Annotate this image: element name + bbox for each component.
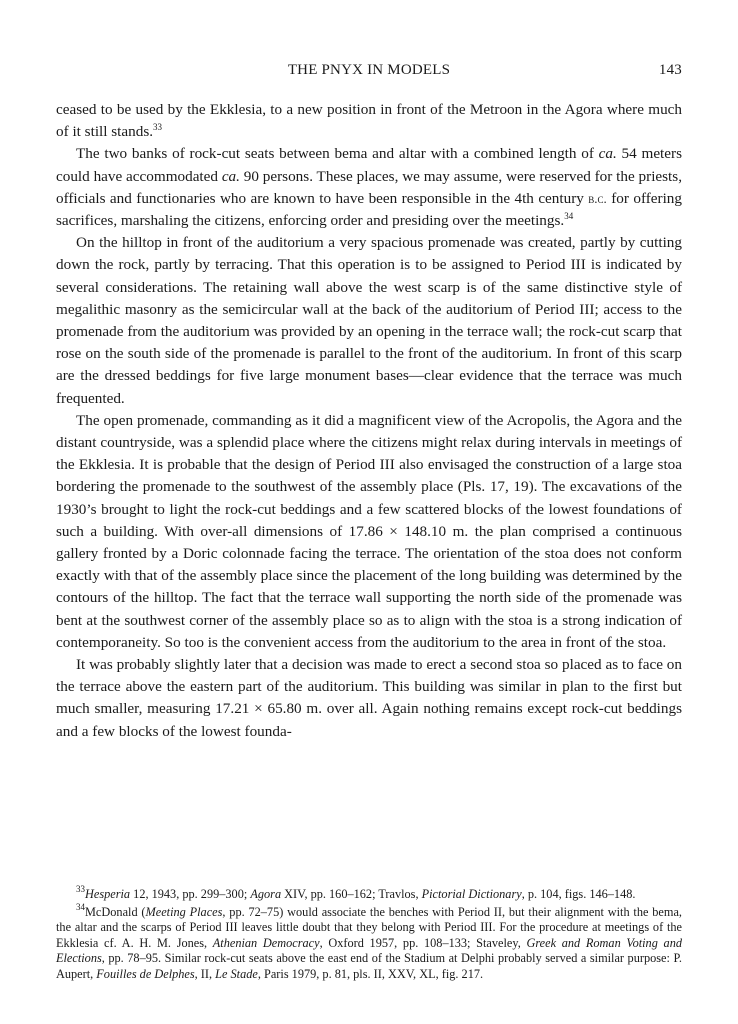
italic-text: Meeting Places (145, 904, 223, 919)
footnote-ref: 33 (153, 122, 163, 133)
running-header (56, 62, 682, 82)
italic-text: Le Stade (215, 966, 258, 981)
running-title: THE PNYX IN MODELS (287, 62, 451, 78)
footnote-ref: 34 (564, 211, 574, 222)
text-run: The open promenade, commanding as it did a magnificent view of the Acropolis, the Agora and the distant countryside, was a splendid place where the citizens might relax during intervals in meetings of the Ekklesia. It is probable that the design of Period III also envisaged the construction of a large stoa bordering the promenade to the southwest of the assembly place (Pls. 17, 19). The excavations of the 1930’s brought to light the rock-cut beddings and a few scattered blocks of the lowest foundations of such a building. With over-all dimensions of 17.86 × 148.10 m. the plan comprised a continuous gallery fronted by a Doric colonnade facing the terrace. The orientation of the stoa does not conform exactly with that of the assembly place since the placement of the long building was determined by the contours of the hilltop. The fact that the terrace wall supporting the north side of the promenade was bent at the southwest corner of the assembly place so as to align with the stoa is a strong indication of contemporaneity. So too is the convenient access from the auditorium to the area in front of the stoa. (56, 411, 682, 651)
footnotes (56, 884, 682, 985)
text-run: , pp. 72–75) would associate the benches with Period II, but their alignment with the bema, the altar and the scarps of Period III leaves little doubt that they belong with Period III. For the procedure at meetings of the Ekklesia cf. A. H. M. Jones, (56, 904, 682, 950)
italic-text: Fouilles de Delphes (96, 966, 195, 981)
paragraph (56, 99, 682, 143)
paragraph (56, 654, 682, 743)
footnote (56, 901, 682, 983)
text-run: The two banks of rock-cut seats between bema and altar with a combined length of (76, 145, 599, 163)
paragraph (56, 143, 682, 232)
footnote (56, 884, 682, 903)
footnote-ref: 34 (76, 901, 85, 912)
italic-text: Athenian Democracy (212, 935, 320, 950)
text-run: , p. 104, figs. 146–148. (521, 887, 636, 901)
text-run: 12, 1943, pp. 299–300; (130, 887, 251, 901)
text-run: ceased to be used by the Ekklesia, to a new position in front of the Metroon in the Agora where much of it still stands. (56, 101, 682, 141)
text-run: On the hilltop in front of the auditorium a very spacious promenade was created, partly by cutting down the rock, partly by terracing. That this operation is to be assigned to Period III is indicated by several considerations. The retaining wall above the west scarp is of the same distinctive style of megalithic masonry as the semicircular wall at the back of the auditorium of Period III; access to the promenade from the auditorium was provided by an opening in the terrace wall; the rock-cut scarp that rose on the south side of the promenade is parallel to the front of the auditorium. In front of this scarp are the dressed beddings for five large monument bases—clear evidence that the terrace was much frequented. (56, 234, 682, 407)
text-run: McDonald ( (85, 904, 146, 919)
text-run: , II, (194, 966, 216, 981)
text-run: 54 meters could have accommodated (56, 145, 682, 185)
small-caps-text: b.c. (588, 190, 607, 206)
italic-text: Greek and Roman Voting and Elections (56, 935, 682, 966)
italic-text: Hesperia (85, 887, 131, 901)
text-run: It was probably slightly later that a decision was made to erect a second stoa so placed as to face on the terrace above the eastern part of the auditorium. This building was similar in plan to the first but much smaller, measuring 17.21 × 65.80 m. over all. Again nothing remains except rock-cut beddings and a few blocks of the lowest founda- (56, 656, 682, 740)
text-run: for offering sacrifices, marshaling the citizens, enforcing order and presiding over the meetings. (56, 189, 682, 230)
italic-text: ca. (598, 145, 617, 163)
italic-text: ca. (221, 167, 240, 185)
text-run: XIV, pp. 160–162; Travlos, (281, 887, 422, 901)
italic-text: Pictorial Dictionary (421, 887, 522, 901)
text-run: , Oxford 1957, pp. 108–133; Staveley, (319, 935, 527, 950)
italic-text: Agora (250, 887, 282, 901)
body-text (56, 99, 682, 743)
paragraph (56, 232, 682, 410)
text-run: , pp. 78–95. Similar rock-cut seats above the east end of the Stadium at Delphi probably served a similar purpose: P. Aupert, (56, 951, 682, 981)
footnote-ref: 33 (76, 884, 85, 894)
paragraph (56, 410, 682, 654)
text-run: 90 persons. These places, we may assume, were reserved for the priests, officials and functionaries who are known to have been responsible in the 4th century (56, 167, 682, 207)
page-number: 143 (658, 62, 682, 78)
text-run: , Paris 1979, p. 81, pls. II, XXV, XL, fig. 217. (257, 966, 484, 981)
